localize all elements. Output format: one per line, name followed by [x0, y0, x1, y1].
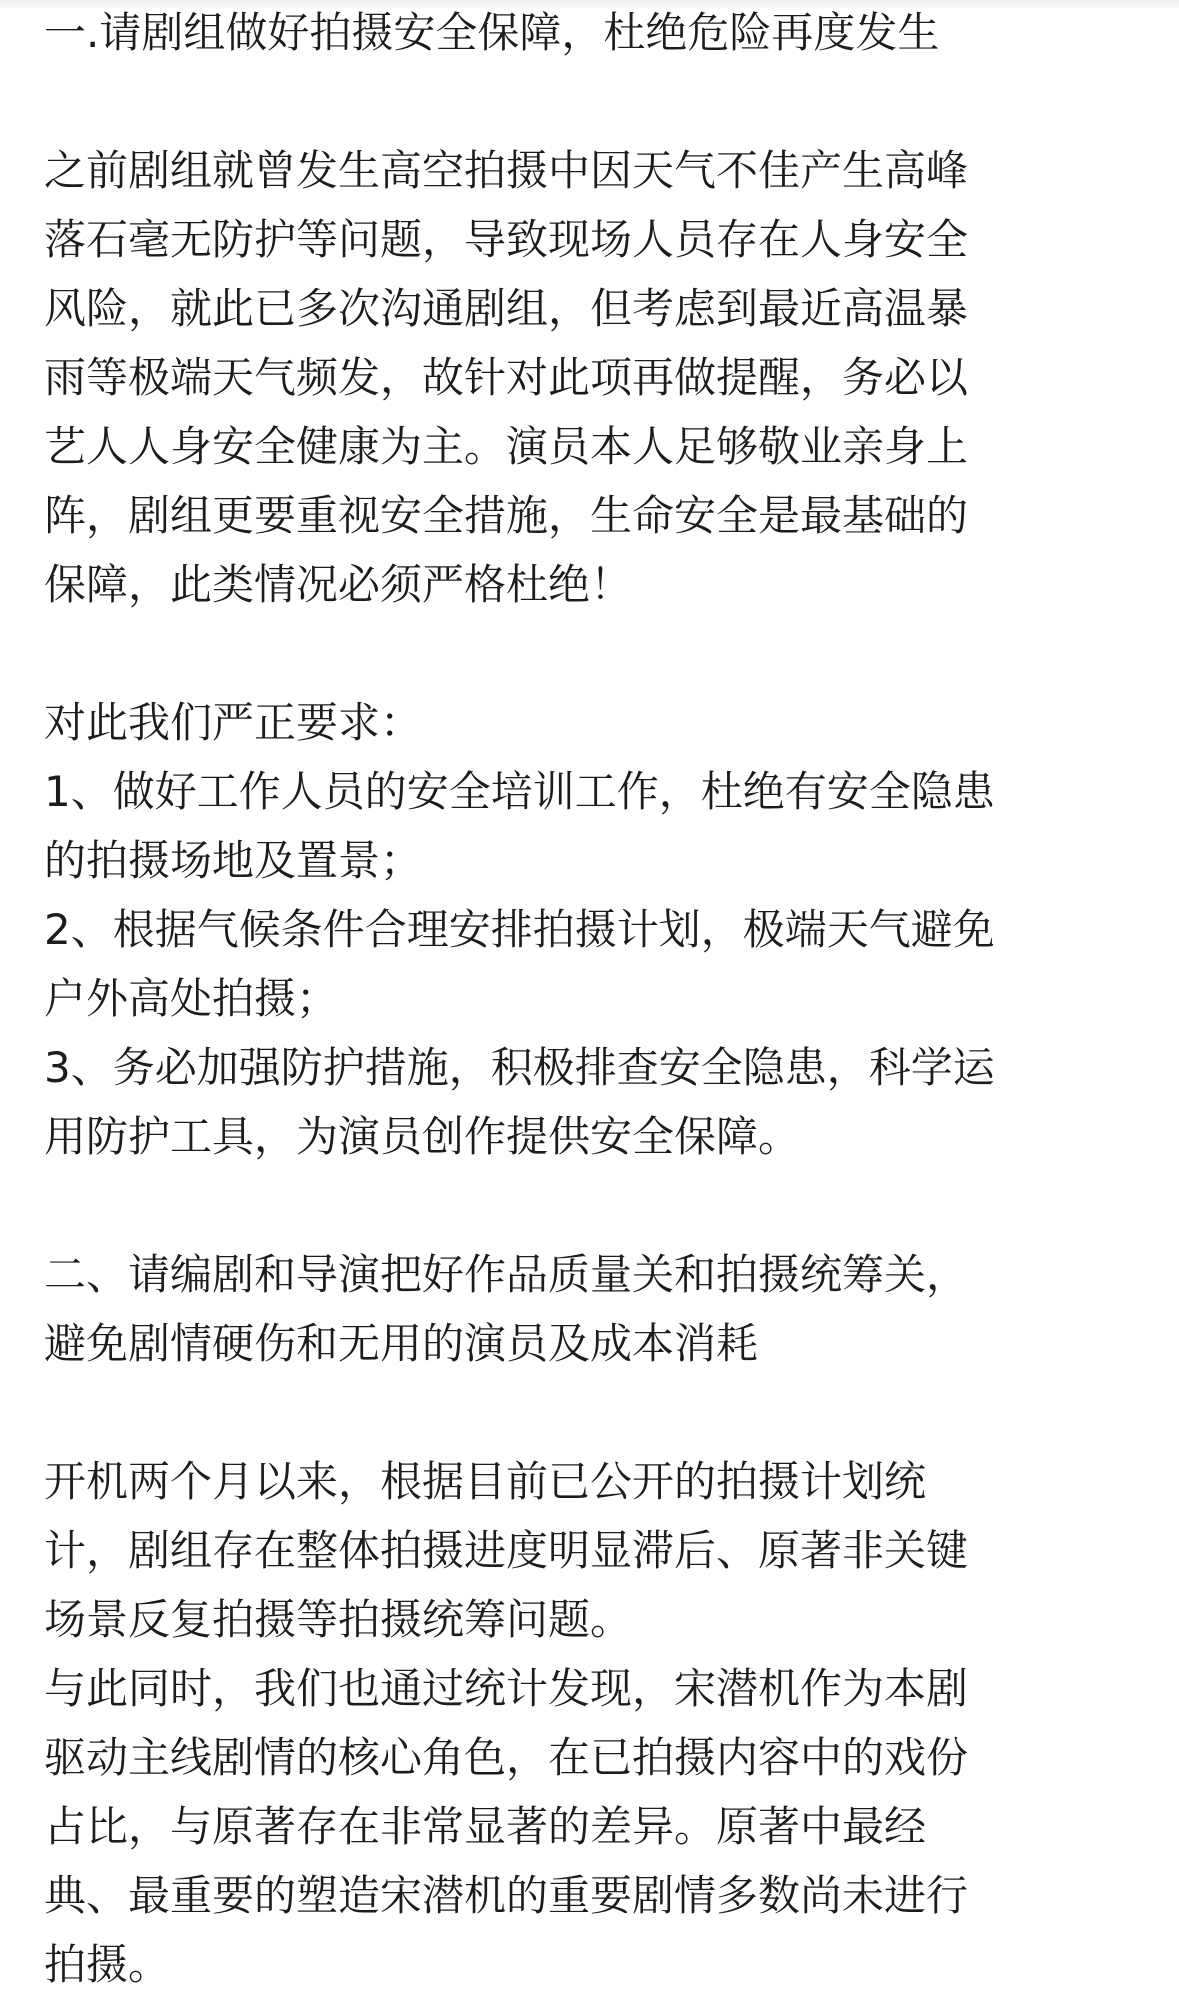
section1-paragraph-line: 雨等极端天气频发，故针对此项再做提醒，务必以	[44, 353, 969, 402]
spacer	[44, 1378, 1144, 1447]
section1-paragraph-line: 阵，剧组更要重视安全措施，生命安全是最基础的	[44, 491, 969, 540]
section2-paragraph-line: 典、最重要的塑造宋潜机的重要剧情多数尚未进行	[44, 1871, 969, 1920]
section2-paragraph-line: 驱动主线剧情的核心角色，在已拍摄内容中的戏份	[44, 1733, 969, 1782]
statement-text[interactable]	[44, 0, 1144, 1999]
section2-paragraph-line: 与此同时，我们也通过统计发现，宋潜机作为本剧	[44, 1664, 969, 1713]
section1-paragraph-line: 保障，此类情况必须严格杜绝！	[44, 560, 633, 609]
section1-heading: 一.请剧组做好拍摄安全保障，杜绝危险再度发生	[44, 8, 940, 57]
requirement-line: 用防护工具，为演员创作提供安全保障。	[44, 1112, 801, 1161]
spacer	[44, 1171, 1144, 1240]
section2-paragraph-line: 场景反复拍摄等拍摄统筹问题。	[44, 1595, 633, 1644]
section1-paragraph-line: 风险，就此已多次沟通剧组，但考虑到最近高温暴	[44, 284, 969, 333]
section2-heading: 二、请编剧和导演把好作品质量关和拍摄统筹关，	[44, 1250, 969, 1299]
section2-paragraph-line: 占比，与原著存在非常显著的差异。原著中最经	[44, 1802, 927, 1851]
section1-paragraph-line: 艺人人身安全健康为主。演员本人足够敬业亲身上	[44, 422, 969, 471]
requirement-line: 3、务必加强防护措施，积极排查安全隐患，科学运	[44, 1043, 995, 1092]
section2-paragraph-line: 计，剧组存在整体拍摄进度明显滞后、原著非关键	[44, 1526, 969, 1575]
requirements-intro: 对此我们严正要求：	[44, 698, 423, 747]
section2-paragraph-line: 开机两个月以来，根据目前已公开的拍摄计划统	[44, 1457, 927, 1506]
requirement-line: 2、根据气候条件合理安排拍摄计划，极端天气避免	[44, 905, 995, 954]
spacer	[44, 67, 1144, 136]
spacer	[44, 619, 1144, 688]
section2-heading: 避免剧情硬伤和无用的演员及成本消耗	[44, 1319, 759, 1368]
section1-paragraph-line: 落石毫无防护等问题，导致现场人员存在人身安全	[44, 215, 969, 264]
requirement-line: 1、做好工作人员的安全培训工作，杜绝有安全隐患	[44, 767, 995, 816]
requirement-line: 户外高处拍摄；	[44, 974, 339, 1023]
requirement-line: 的拍摄场地及置景；	[44, 836, 423, 885]
section1-paragraph-line: 之前剧组就曾发生高空拍摄中因天气不佳产生高峰	[44, 146, 969, 195]
section2-paragraph-line: 拍摄。	[44, 1940, 171, 1989]
